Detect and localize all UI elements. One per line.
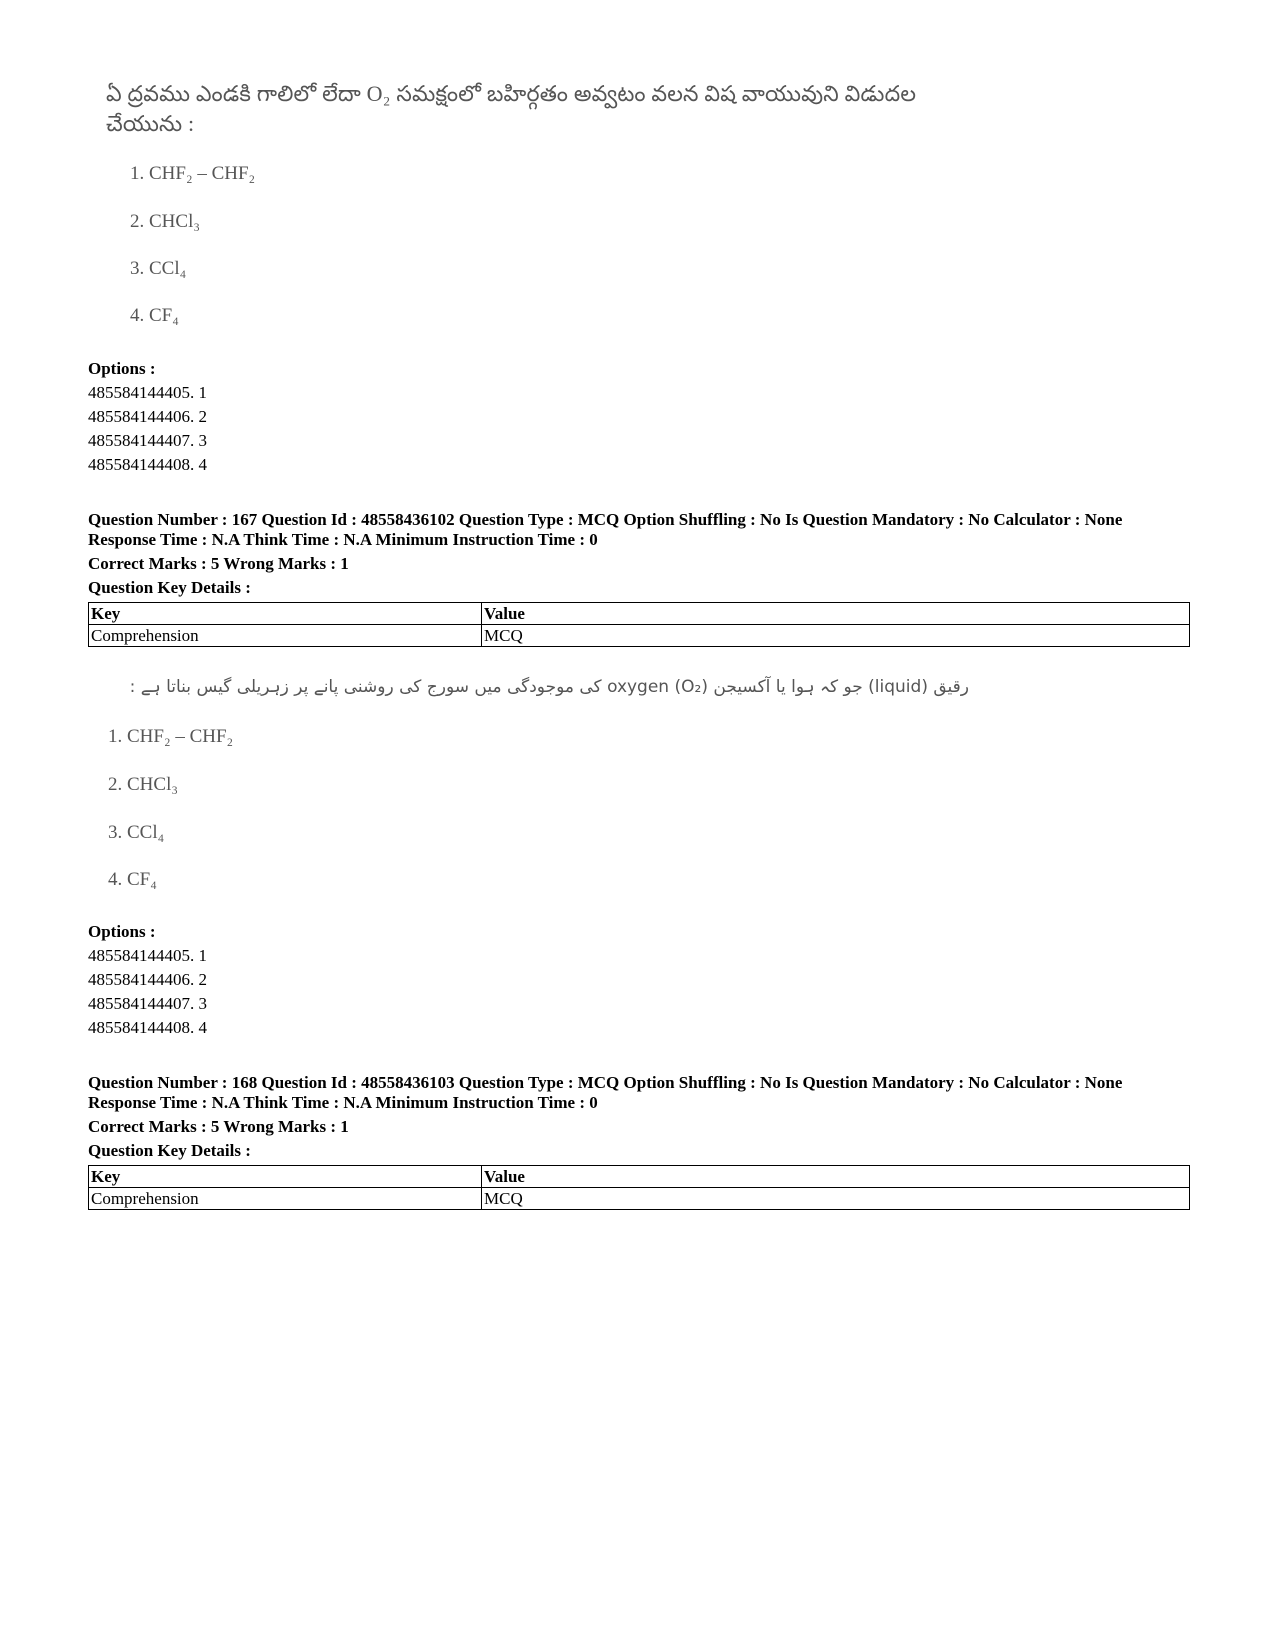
q167-meta-line2: Response Time : N.A Think Time : N.A Minimum Instruction Time : 0 xyxy=(88,530,598,549)
q167-marks: Correct Marks : 5 Wrong Marks : 1 xyxy=(88,554,349,573)
q168-meta-line1: Question Number : 168 Question Id : 48558436103 Question Type : MCQ Option Shuffling : No Is Question Mandatory : No Calculator : None xyxy=(88,1073,1123,1092)
q167-option-4: 485584144408. 4 xyxy=(88,1018,207,1037)
q168-key-details-label: Question Key Details : xyxy=(88,1141,251,1160)
option-1: 485584144405. 1 xyxy=(88,383,207,402)
table-cell-key: Comprehension xyxy=(89,625,482,647)
telugu-choice-3: 3. CCl₄ xyxy=(130,258,187,279)
option-2: 485584144406. 2 xyxy=(88,407,207,426)
table-header-value: Value xyxy=(482,1166,1190,1188)
urdu-question-stem: رقیق (liquid) جو کہ ہوا یا آکسیجن (O₂) oxygen کی موجودگی میں سورج کی روشنی پانے پر زہریلی گیس بناتا ہے : xyxy=(129,677,969,697)
urdu-choice-4: 4. CF₄ xyxy=(108,869,157,890)
urdu-choice-1: 1. CHF₂ – CHF₂ xyxy=(108,726,234,747)
q168-meta-line2: Response Time : N.A Think Time : N.A Minimum Instruction Time : 0 xyxy=(88,1093,598,1112)
q167-option-2: 485584144406. 2 xyxy=(88,970,207,989)
telugu-choice-2: 2. CHCl₃ xyxy=(130,211,200,232)
telugu-choice-4: 4. CF₄ xyxy=(130,305,179,326)
q167-key-table xyxy=(88,602,1190,647)
table-header-key: Key xyxy=(89,1166,482,1188)
q167-meta-line1: Question Number : 167 Question Id : 48558436102 Question Type : MCQ Option Shuffling : No Is Question Mandatory : No Calculator : None xyxy=(88,510,1123,529)
q168-key-table xyxy=(88,1165,1190,1210)
q167-key-details-label: Question Key Details : xyxy=(88,578,251,597)
table-header-key: Key xyxy=(89,603,482,625)
urdu-choice-2: 2. CHCl₃ xyxy=(108,774,178,795)
options-label: Options : xyxy=(88,359,156,378)
table-row xyxy=(89,625,1190,647)
telugu-question-stem-line1: ఏ ద్రవము ఎండకి గాలిలో లేదా O₂ సమక్షంలో బహిర్గతం అవ్వటం వలన విష వాయువుని విడుదల xyxy=(106,81,917,106)
telugu-choice-1: 1. CHF₂ – CHF₂ xyxy=(130,163,256,184)
table-header-value: Value xyxy=(482,603,1190,625)
table-cell-key: Comprehension xyxy=(89,1188,482,1210)
q167-option-1: 485584144405. 1 xyxy=(88,946,207,965)
q167-options-label: Options : xyxy=(88,922,156,941)
table-cell-value: MCQ xyxy=(482,625,1190,647)
q168-marks: Correct Marks : 5 Wrong Marks : 1 xyxy=(88,1117,349,1136)
table-cell-value: MCQ xyxy=(482,1188,1190,1210)
urdu-choice-3: 3. CCl₄ xyxy=(108,822,165,843)
q167-option-3: 485584144407. 3 xyxy=(88,994,207,1013)
option-4: 485584144408. 4 xyxy=(88,455,207,474)
table-row xyxy=(89,1188,1190,1210)
table-header-row xyxy=(89,603,1190,625)
table-header-row xyxy=(89,1166,1190,1188)
option-3: 485584144407. 3 xyxy=(88,431,207,450)
telugu-question-stem-line2: చేయును : xyxy=(106,111,195,136)
